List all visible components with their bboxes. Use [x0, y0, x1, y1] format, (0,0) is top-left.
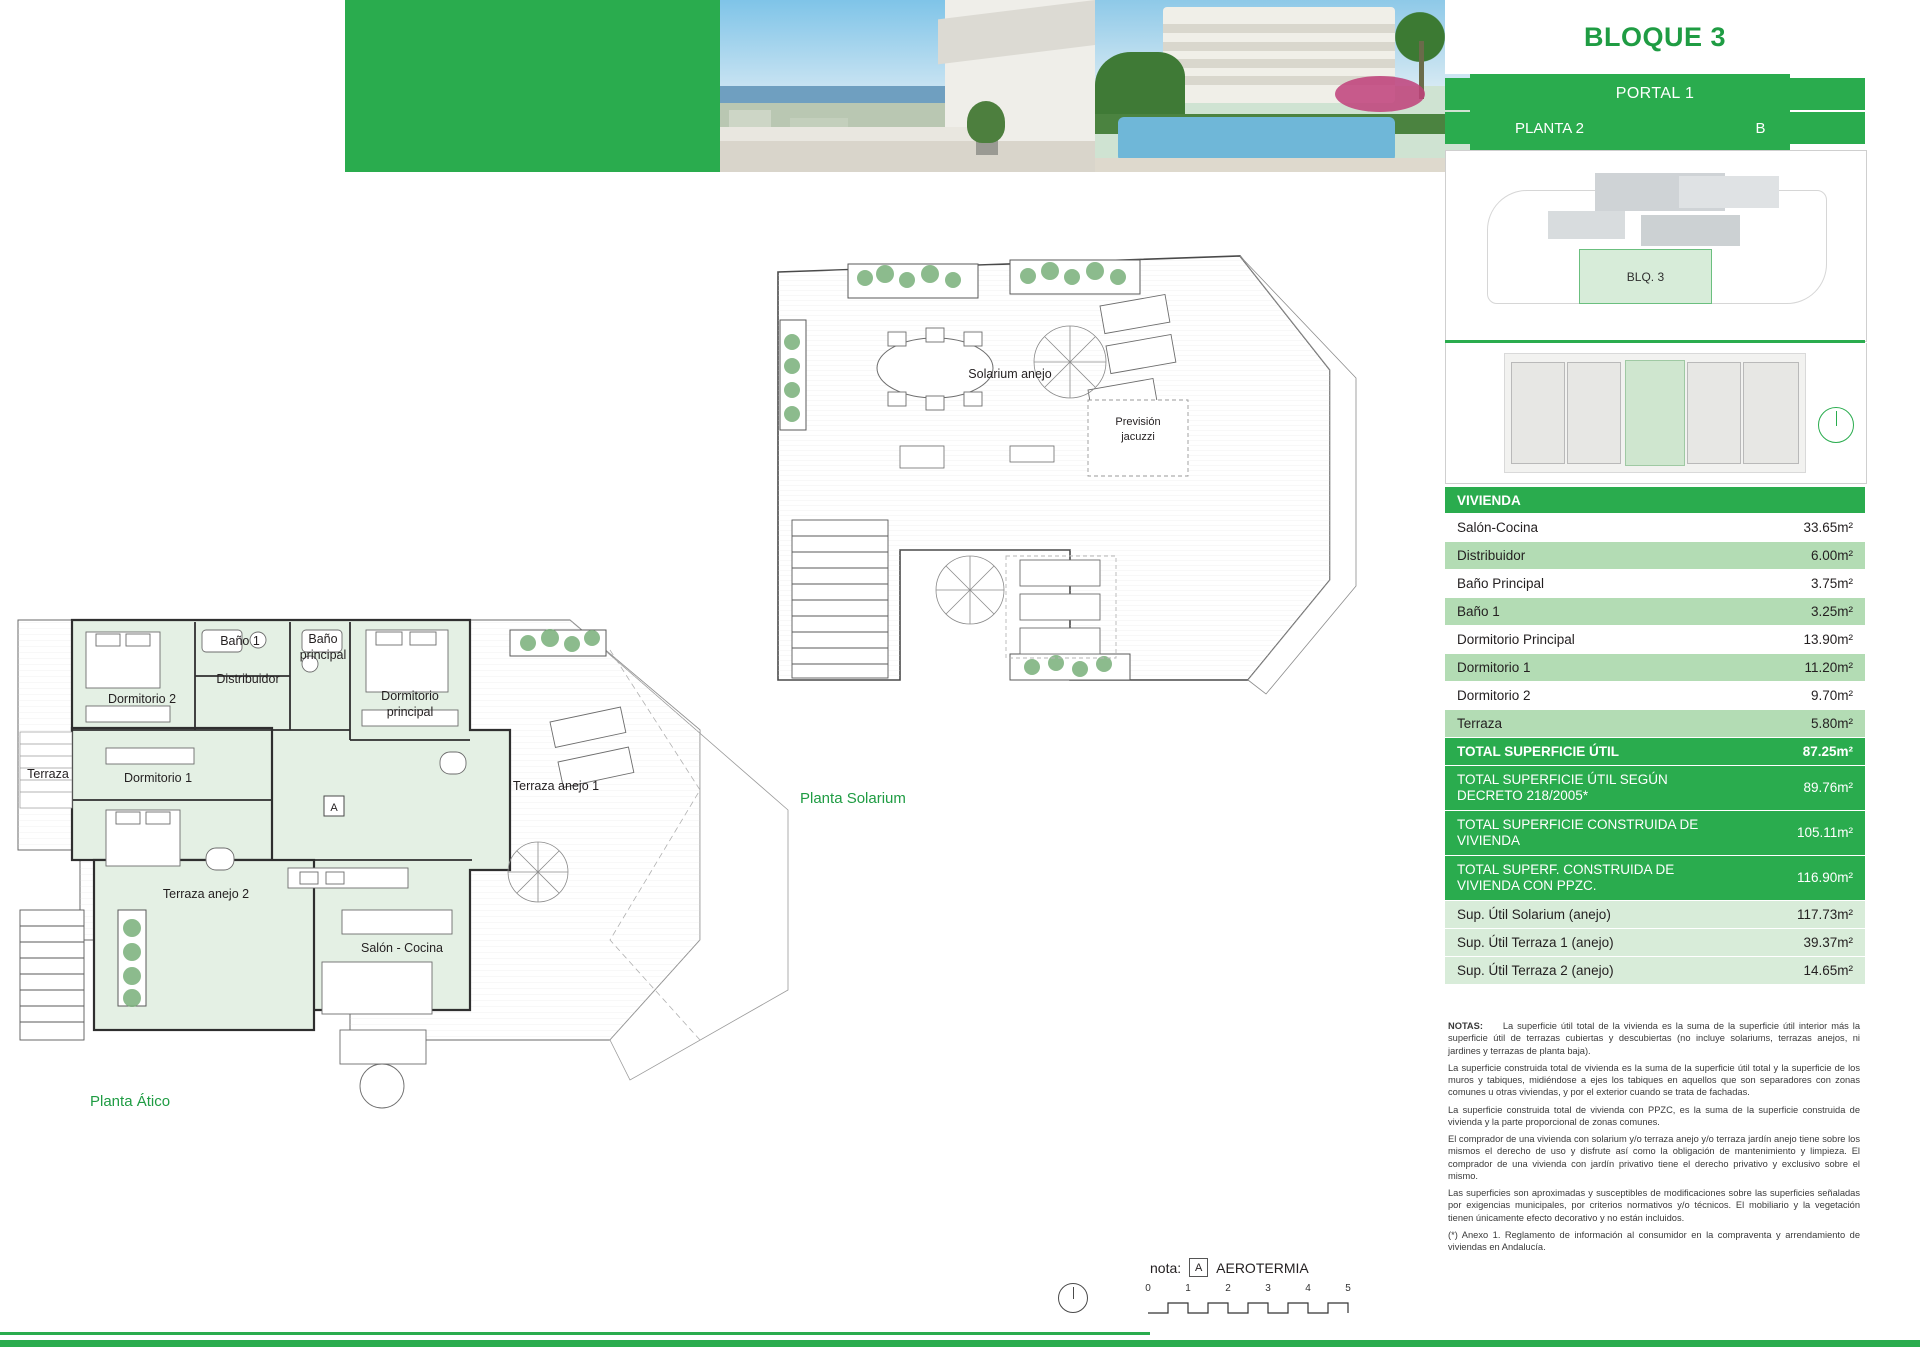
- row-value: 9.70m²: [1810, 688, 1853, 703]
- planta-label: PLANTA 2: [1445, 112, 1654, 144]
- table-row: [1445, 598, 1865, 626]
- scale-tick: 4: [1305, 1283, 1311, 1294]
- table-row: [1445, 929, 1865, 957]
- row-value: 87.25m²: [1802, 744, 1853, 759]
- row-value: 33.65m²: [1803, 520, 1853, 535]
- room-label: Terraza: [27, 767, 69, 781]
- notes-paragraph: Las superficies son aproximadas y susceptibles de modificaciones sobre las superficies señaladas por exigencias municipales, por criterios normativos y/o técnicos. El mobiliario y la vegetación tienen únicamente efecto decorativo y no están incluidos.: [1448, 1188, 1860, 1223]
- row-label: TOTAL SUPERF. CONSTRUIDA DE VIVIENDA CON PPZC.: [1457, 862, 1675, 893]
- row-value: 13.90m²: [1803, 632, 1853, 647]
- row-label: TOTAL SUPERFICIE ÚTIL: [1457, 744, 1620, 759]
- row-label: Dormitorio 1: [1457, 660, 1531, 675]
- room-label: Terraza anejo 2: [162, 887, 250, 901]
- photo-pool-deck: [1095, 158, 1470, 172]
- table-row: [1445, 710, 1865, 738]
- room-label: Baño 1: [220, 634, 260, 648]
- row-label: Baño Principal: [1457, 576, 1545, 591]
- banner-green-left: [345, 0, 720, 172]
- table-row: [1445, 957, 1865, 985]
- notes-paragraph: (*) Anexo 1. Reglamento de información al consumidor en la compraventa y arrendamiento de viviendas en Andalucía.: [1448, 1229, 1860, 1253]
- row-value: 6.00m²: [1810, 548, 1853, 563]
- scale-tick: 3: [1265, 1283, 1271, 1294]
- table-row: [1445, 626, 1865, 654]
- key-plan-thumbnail: [1445, 343, 1867, 484]
- scale-tick: 2: [1225, 1283, 1231, 1294]
- row-value: 11.20m²: [1804, 660, 1853, 675]
- row-label: Sup. Útil Terraza 1 (anejo): [1457, 935, 1614, 950]
- aerotermia-label: AEROTERMIA: [1216, 1259, 1309, 1276]
- photo-terrace-floor: [720, 141, 1095, 172]
- table-row: [1445, 682, 1865, 710]
- table-row: [1445, 570, 1865, 598]
- nota-label: nota:: [1150, 1259, 1182, 1276]
- block-title-text: BLOQUE 3: [1583, 21, 1727, 52]
- aerotermia-symbol-icon: A: [1189, 1258, 1208, 1277]
- portal-bar: PORTAL 1: [1445, 78, 1865, 110]
- row-label: Salón-Cocina: [1457, 520, 1539, 535]
- room-label: Previsión: [1115, 416, 1161, 428]
- row-value: 3.75m²: [1810, 576, 1853, 591]
- row-label: Dormitorio 2: [1457, 688, 1531, 703]
- site-block-label: BLQ. 3: [1626, 269, 1665, 284]
- aerotermia-marker: A: [330, 802, 338, 814]
- notes-title: NOTAS:: [1448, 1021, 1483, 1031]
- room-label: Dormitorio 2: [107, 692, 177, 706]
- room-label-second-line: jacuzzi: [1121, 431, 1155, 443]
- row-label: Sup. Útil Terraza 2 (anejo): [1457, 963, 1614, 978]
- room-label: Terraza anejo 1: [512, 779, 600, 793]
- room-label: Salón - Cocina: [361, 941, 443, 955]
- photo-building-pool: [1095, 0, 1470, 172]
- aerotermia-legend: [1150, 1258, 1309, 1277]
- key-plan-unit-highlight: [1625, 360, 1685, 466]
- scale-tick: 1: [1185, 1283, 1191, 1294]
- footer-bar: [0, 1340, 1920, 1347]
- notes-paragraph: La superficie útil total de la vivienda es la suma de la superficie útil interior más la superficie útil de terrazas cubiertas y descubiertas (no incluye solariums, terrazas anejos, ni jardines y terrazas de planta baja).: [1448, 1021, 1860, 1056]
- site-building-3: [1548, 211, 1625, 239]
- notes-paragraph: La superficie construida total de vivienda con PPZC, es la suma de la superficie construida de vivienda y la parte proporcional de zonas comunes.: [1448, 1104, 1860, 1127]
- table-row-total: [1445, 856, 1865, 901]
- table-row: [1445, 514, 1865, 542]
- legal-notes: [1448, 1020, 1860, 1259]
- photo-flowers: [1335, 76, 1425, 112]
- table-row-total: [1445, 811, 1865, 856]
- photo-pool: [1118, 117, 1396, 162]
- table-row: [1445, 654, 1865, 682]
- row-value: 3.25m²: [1810, 604, 1853, 619]
- row-value: 117.73m²: [1796, 907, 1853, 922]
- site-building-2: [1679, 176, 1779, 207]
- site-plan-drawing: [1464, 159, 1848, 333]
- unit-letter: B: [1656, 112, 1865, 144]
- row-value: 89.76m²: [1803, 780, 1853, 796]
- row-value: 116.90m²: [1796, 870, 1853, 886]
- row-label: TOTAL SUPERFICIE ÚTIL SEGÚN DECRETO 218/2005*: [1457, 772, 1668, 803]
- table-header-value: [1735, 487, 1865, 513]
- table-header-row: [1445, 487, 1865, 514]
- solarium-floor-plan: [770, 250, 1390, 810]
- room-label: Dormitorio: [381, 689, 439, 703]
- room-label: Dormitorio 1: [123, 771, 193, 785]
- notes-first-line: [1448, 1020, 1860, 1057]
- room-label: Solarium anejo: [968, 367, 1052, 381]
- site-block-highlight: [1579, 249, 1712, 303]
- row-value: 39.37m²: [1803, 935, 1853, 950]
- row-label: TOTAL SUPERFICIE CONSTRUIDA DE VIVIENDA: [1457, 817, 1699, 848]
- scale-bar: [1145, 1283, 1398, 1323]
- site-plan-thumbnail: [1445, 150, 1867, 342]
- photo-terrace-seaview: [720, 0, 1095, 172]
- row-label: Dormitorio Principal: [1457, 632, 1575, 647]
- block-title: [1445, 0, 1865, 74]
- room-label-second-line: principal: [299, 648, 347, 662]
- scale-tick: 0: [1145, 1283, 1151, 1294]
- row-label: Baño 1: [1457, 604, 1500, 619]
- notes-paragraph: La superficie construida total de vivienda es la suma de la superficie útil total y la superficie de los muros y tabiques, midiéndose a ejes los tabiques en aquellos que son separadores con zonas comunes u otras viviendas, y por el exterior cuando se trata de fachadas.: [1448, 1062, 1860, 1098]
- atico-floor-plan: [10, 610, 810, 1150]
- row-value: 14.65m²: [1803, 963, 1853, 978]
- row-label: Distribuidor: [1457, 548, 1526, 563]
- planta-row: [1445, 112, 1865, 144]
- solarium-plan-title: Planta Solarium: [800, 790, 906, 807]
- row-label: Terraza: [1457, 716, 1503, 731]
- row-value: 105.11m²: [1796, 825, 1853, 841]
- room-label: Distribuidor: [216, 672, 280, 686]
- photo-plant: [967, 101, 1005, 143]
- key-plan-drawing: [1504, 353, 1806, 473]
- row-label: Sup. Útil Solarium (anejo): [1457, 907, 1611, 922]
- table-header-label: VIVIENDA: [1457, 492, 1521, 508]
- room-label: Baño: [308, 632, 338, 646]
- table-row-total: [1445, 766, 1865, 811]
- table-row-total: [1445, 738, 1865, 766]
- scale-tick: 5: [1345, 1283, 1351, 1294]
- table-row: [1445, 542, 1865, 570]
- surface-table: [1445, 487, 1865, 985]
- scale-bar-graphic: [1148, 1297, 1398, 1321]
- table-row: [1445, 901, 1865, 929]
- photo-terrace-rail: [720, 127, 983, 141]
- atico-plan-title: Planta Ático: [90, 1093, 171, 1110]
- notes-paragraph: El comprador de una vivienda con solarium y/o terraza anejo y/o terraza jardín anejo tiene sobre los mismos el derecho de uso y disfrute así como la obligación de mantenimiento y limpieza. El comprador de una vivienda con jardín privativo tiene el derecho privativo y exclusivo sobre el mismo.: [1448, 1134, 1860, 1181]
- north-arrow-icon: [1058, 1283, 1088, 1313]
- site-building-4: [1641, 215, 1741, 246]
- north-arrow-icon: [1818, 407, 1854, 443]
- room-label-second-line: principal: [386, 705, 434, 719]
- footer-rule-left: [0, 1332, 1150, 1335]
- row-value: 5.80m²: [1810, 716, 1853, 731]
